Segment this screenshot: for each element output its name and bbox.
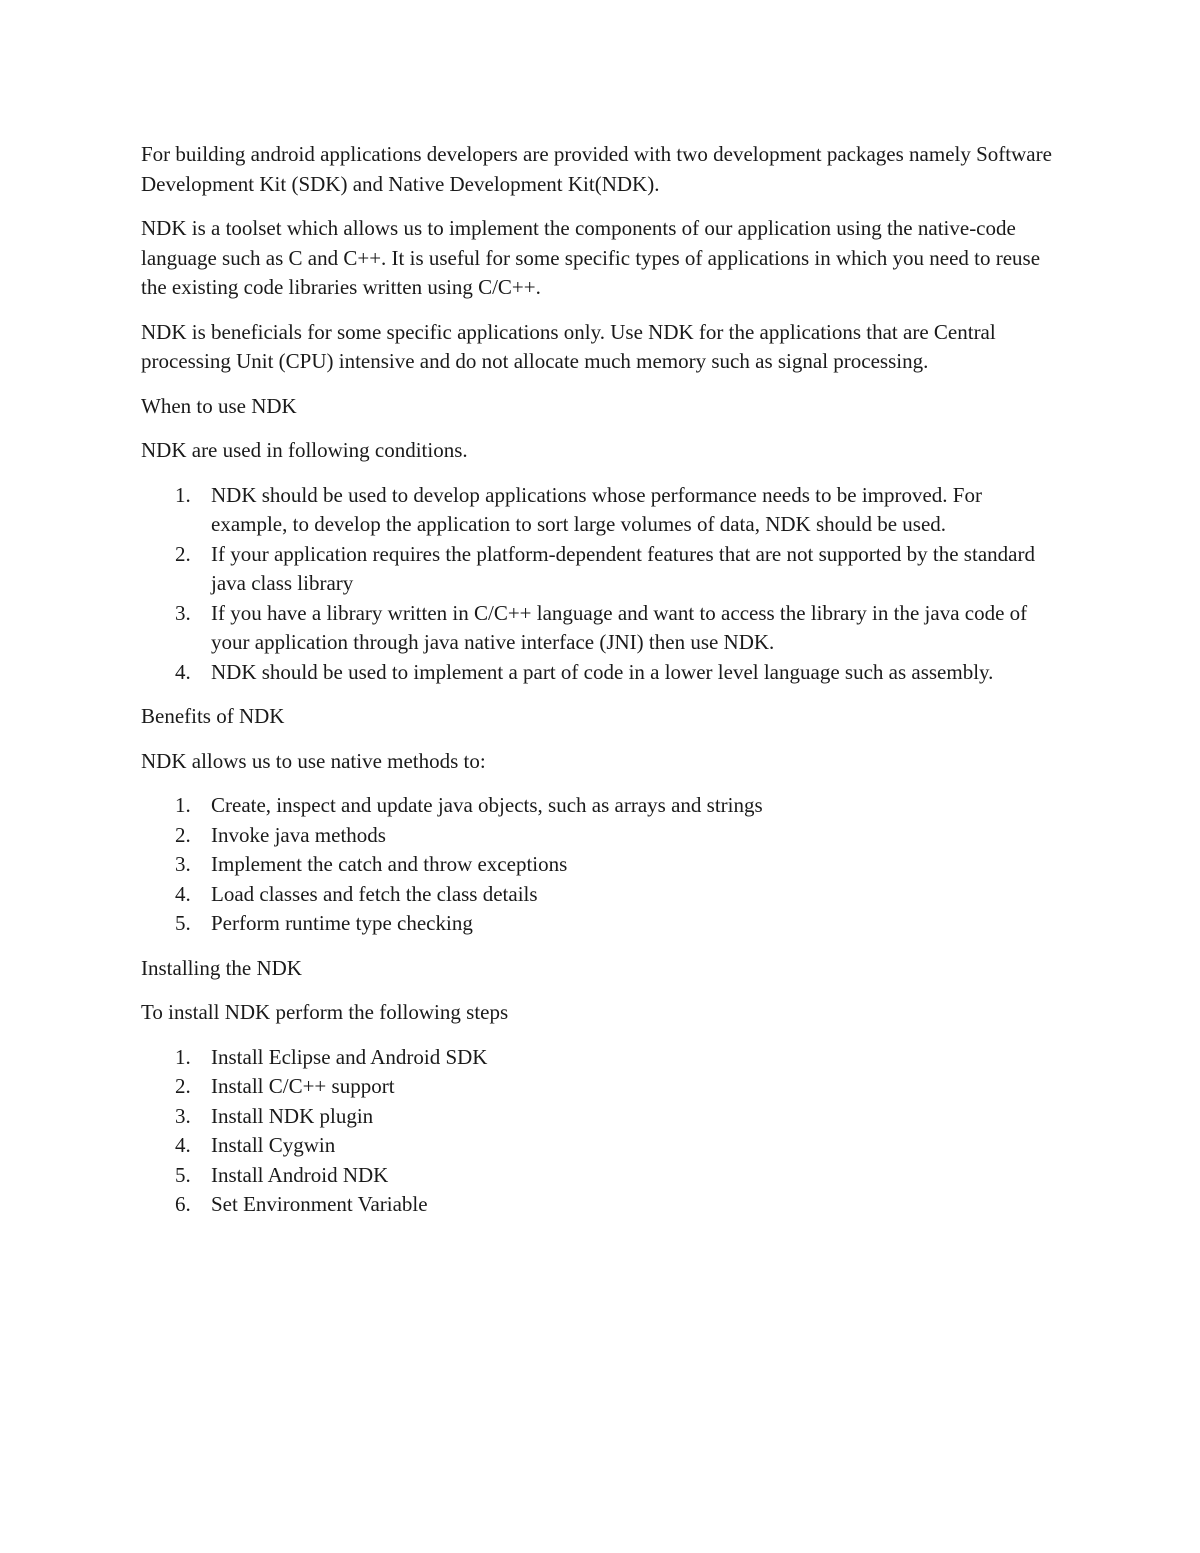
list-text: Install Android NDK xyxy=(211,1162,389,1187)
list-item xyxy=(141,791,1061,821)
list-text: Implement the catch and throw exceptions xyxy=(211,852,568,876)
list-number: 2. xyxy=(175,1074,191,1098)
list-text: If your application requires the platform-dependent features that are not supported by the standard java class library xyxy=(211,541,1035,595)
list-item xyxy=(141,1043,1061,1073)
list-text: Load classes and fetch the class details xyxy=(211,881,538,906)
list-number: 1. xyxy=(175,1044,191,1069)
list-item xyxy=(141,1131,1061,1161)
benefits-heading: Benefits of NDK xyxy=(141,704,285,728)
list-text: NDK should be used to implement a part of code in a lower level language such as assembly. xyxy=(211,659,994,684)
list-number: 3. xyxy=(175,852,191,876)
list-number: 3. xyxy=(175,600,191,625)
benefits-intro: NDK allows us to use native methods to: xyxy=(141,748,486,773)
list-text: If you have a library written in C/C++ language and want to access the library in the java code of your application through java native interface (JNI) then use NDK. xyxy=(211,600,1028,654)
list-text: Set Environment Variable xyxy=(211,1192,428,1216)
list-item xyxy=(141,1072,1061,1102)
list-number: 3. xyxy=(175,1103,191,1128)
list-number: 4. xyxy=(175,881,191,906)
list-text: Install NDK plugin xyxy=(211,1103,374,1128)
list-number: 1. xyxy=(175,482,191,507)
list-text: Perform runtime type checking xyxy=(211,911,473,935)
when-list xyxy=(141,481,1061,688)
install-list xyxy=(141,1043,1061,1220)
list-text: Create, inspect and update java objects, such as arrays and strings xyxy=(211,793,763,817)
list-number: 4. xyxy=(175,659,191,684)
list-number: 2. xyxy=(175,822,191,847)
list-text: Install C/C++ support xyxy=(211,1074,395,1098)
list-number: 2. xyxy=(175,541,191,566)
list-text: Install Cygwin xyxy=(211,1133,336,1157)
list-item xyxy=(141,658,1061,688)
list-item xyxy=(141,1102,1061,1132)
list-number: 4. xyxy=(175,1133,191,1157)
install-heading: Installing the NDK xyxy=(141,955,302,980)
list-number: 6. xyxy=(175,1192,191,1216)
list-item xyxy=(141,909,1061,939)
list-item xyxy=(141,1161,1061,1191)
intro-paragraph: For building android applications developers are provided with two development packages namely Software Development Kit (SDK) and Native Development Kit(NDK). xyxy=(141,142,1052,196)
list-item xyxy=(141,540,1061,599)
list-text: Install Eclipse and Android SDK xyxy=(211,1044,488,1069)
when-heading: When to use NDK xyxy=(141,393,297,418)
list-number: 5. xyxy=(175,911,191,935)
when-intro: NDK are used in following conditions. xyxy=(141,438,468,462)
list-number: 1. xyxy=(175,793,191,817)
list-text: NDK should be used to develop applications whose performance needs to be improved. For example, to develop the application to sort large volumes of data, NDK should be used. xyxy=(211,482,982,536)
ndk-beneficial-paragraph: NDK is beneficials for some specific applications only. Use NDK for the applications that are Central processing Unit (CPU) intensive and do not allocate much memory such as signal processing. xyxy=(141,319,996,373)
list-item xyxy=(141,821,1061,851)
list-item xyxy=(141,880,1061,910)
list-item xyxy=(141,1190,1061,1220)
list-item xyxy=(141,850,1061,880)
list-item xyxy=(141,599,1061,658)
list-number: 5. xyxy=(175,1162,191,1187)
list-text: Invoke java methods xyxy=(211,822,386,847)
ndk-definition-paragraph: NDK is a toolset which allows us to implement the components of our application using the native-code language such as C and C++. It is useful for some specific types of applications in which you need to reuse the existing code libraries written using C/C++. xyxy=(141,216,1041,299)
benefits-list xyxy=(141,791,1061,939)
list-item xyxy=(141,481,1061,540)
install-intro: To install NDK perform the following steps xyxy=(141,1000,509,1024)
document-body xyxy=(141,140,1061,1235)
